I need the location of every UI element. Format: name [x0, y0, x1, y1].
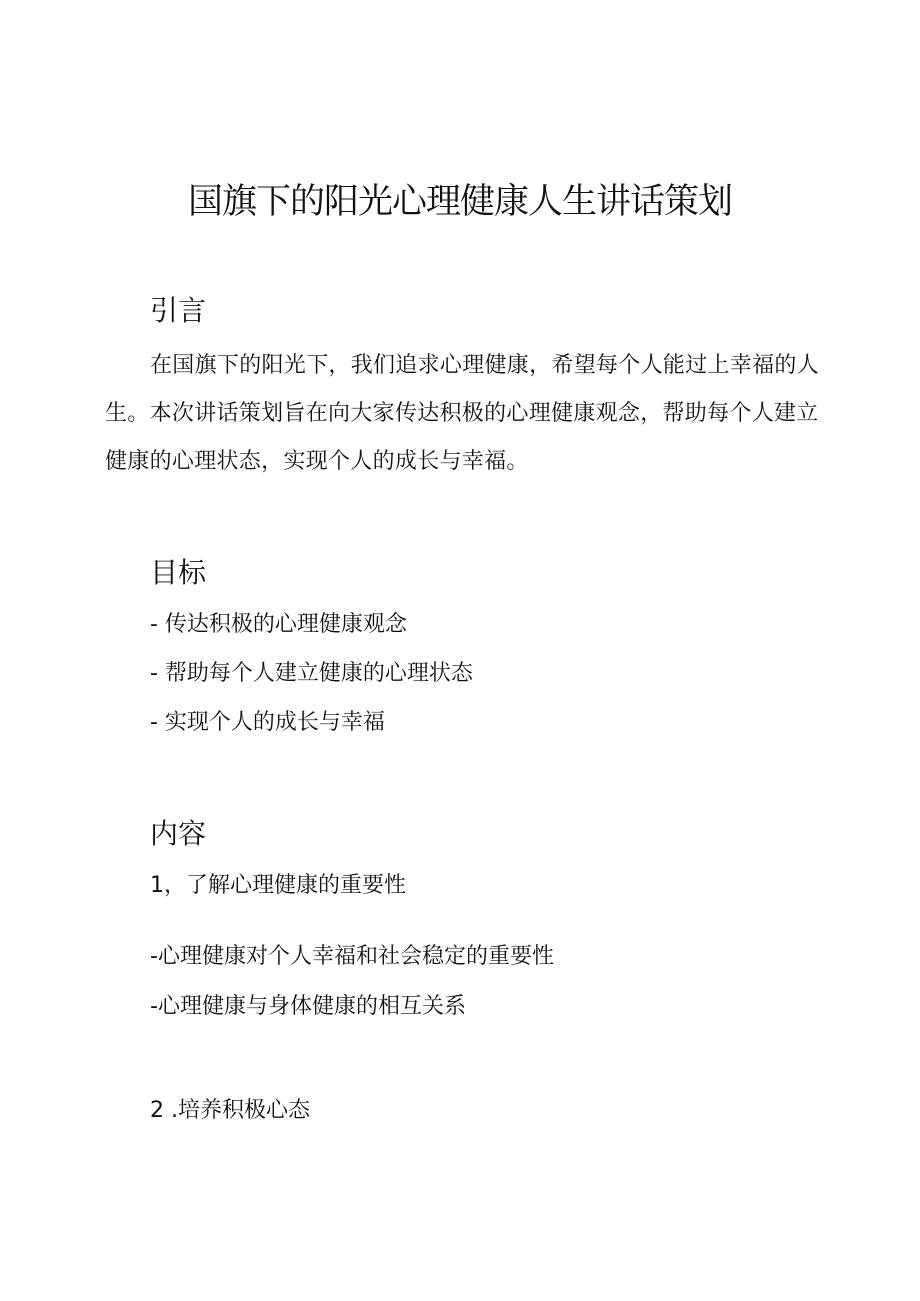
section-heading-goals: 目标 — [150, 556, 207, 589]
section-heading-content: 内容 — [150, 817, 207, 850]
goal-item: - 实现个人的成长与幸福 — [150, 710, 385, 735]
goal-item: - 传达积极的心理健康观念 — [150, 612, 407, 637]
document-title: 国旗下的阳光心理健康人生讲话策划 — [187, 182, 732, 222]
content-item-title: 1，了解心理健康的重要性 — [150, 873, 406, 898]
goal-item: - 帮助每个人建立健康的心理状态 — [150, 661, 473, 686]
section-heading-intro: 引言 — [150, 294, 207, 327]
content-item-title: 2 .培养积极心态 — [150, 1098, 310, 1123]
content-point: -心理健康与身体健康的相互关系 — [150, 994, 466, 1019]
content-point: -心理健康对个人幸福和社会稳定的重要性 — [150, 944, 554, 969]
intro-paragraph: 在国旗下的阳光下，我们追求心理健康，希望每个人能过上幸福的人生。本次讲话策划旨在向大家传达积极的心理健康观念，帮助每个人建立健康的心理状态，实现个人的成长与幸福。 — [105, 353, 820, 474]
